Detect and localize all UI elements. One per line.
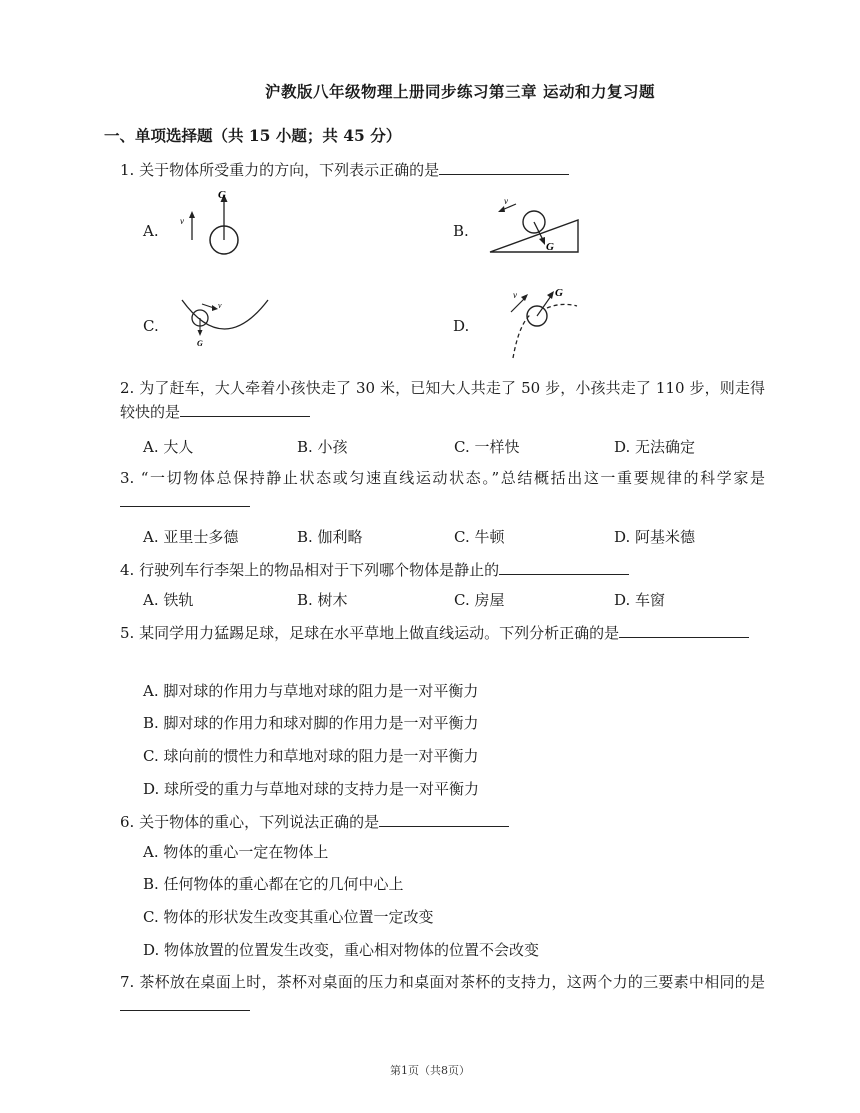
gravity-label: G <box>218 189 226 201</box>
option-b: B. 伽利略 <box>297 528 363 546</box>
option-c: C. 牛顿 <box>454 528 505 546</box>
page-footer: 第1页（共8页） <box>390 1064 470 1077</box>
figure-b-incline-diagram <box>488 194 592 260</box>
question-2 <box>120 376 765 424</box>
option-a: A. 脚对球的作用力与草地对球的阻力是一对平衡力 <box>143 682 479 700</box>
figure-d-projectile-diagram <box>505 284 587 362</box>
option-d: D. 阿基米德 <box>614 528 696 546</box>
option-c-label: C. <box>143 317 159 335</box>
question-6 <box>120 810 765 834</box>
gravity-label: G <box>555 287 563 299</box>
gravity-label: G <box>197 339 203 348</box>
question-text: 茶杯放在桌面上时，茶杯对桌面的压力和桌面对茶杯的支持力，这两个力的三要素中相同的是 <box>139 973 765 991</box>
option-a: A. 铁轨 <box>143 591 194 609</box>
answer-blank <box>120 994 250 1011</box>
question-text: 关于物体的重心，下列说法正确的是 <box>139 813 380 831</box>
section-heading: 一、单项选择题（共 15 小题；共 45 分） <box>104 126 402 145</box>
option-b: B. 树木 <box>297 591 348 609</box>
page-title: 沪教版八年级物理上册同步练习第三章 运动和力复习题 <box>265 82 655 101</box>
option-b: B. 任何物体的重心都在它的几何中心上 <box>143 875 404 893</box>
question-number: 1. <box>120 161 135 179</box>
question-4 <box>120 558 765 582</box>
question-number: 3. <box>120 469 135 487</box>
answer-blank <box>180 400 310 417</box>
option-c: C. 一样快 <box>454 438 520 456</box>
answer-blank <box>619 621 749 638</box>
option-a-label: A. <box>143 222 159 240</box>
question-number: 7. <box>120 973 135 991</box>
question-text: 行驶列车行李架上的物品相对于下列哪个物体是静止的 <box>139 561 500 579</box>
question-text: 关于物体所受重力的方向，下列表示正确的是 <box>139 161 440 179</box>
answer-blank <box>120 490 250 507</box>
velocity-label: v <box>513 290 517 300</box>
question-7 <box>120 970 765 1018</box>
question-text: “一切物体总保持静止状态或匀速直线运动状态。”总结概括出这一重要规律的科学家是 <box>140 469 765 487</box>
option-c: C. 房屋 <box>454 591 505 609</box>
option-d: D. 车窗 <box>614 591 666 609</box>
option-d: D. 物体放置的位置发生改变，重心相对物体的位置不会改变 <box>143 941 540 959</box>
option-a: A. 物体的重心一定在物体上 <box>143 843 329 861</box>
option-a: A. 大人 <box>143 438 194 456</box>
figure-c-bowl-diagram <box>178 296 274 352</box>
option-c: C. 球向前的惯性力和草地对球的阻力是一对平衡力 <box>143 747 479 765</box>
option-d: D. 无法确定 <box>614 438 696 456</box>
question-number: 2. <box>120 379 135 397</box>
option-d: D. 球所受的重力与草地对球的支持力是一对平衡力 <box>143 780 480 798</box>
velocity-label: v <box>504 196 508 206</box>
answer-blank <box>439 158 569 175</box>
question-number: 5. <box>120 624 135 642</box>
question-number: 6. <box>120 813 135 831</box>
velocity-label: v <box>180 216 184 226</box>
option-d-label: D. <box>453 317 470 335</box>
question-text: 为了赶车，大人牵着小孩快走了 30 米，已知大人共走了 50 步，小孩共走了 110 步，则走得较快的是 <box>120 379 765 421</box>
option-a: A. 亚里士多德 <box>143 528 239 546</box>
option-c: C. 物体的形状发生改变其重心位置一定改变 <box>143 908 434 926</box>
question-3 <box>120 466 765 514</box>
question-number: 4. <box>120 561 135 579</box>
question-1 <box>120 158 765 182</box>
answer-blank <box>499 558 629 575</box>
question-5 <box>120 621 765 645</box>
velocity-label: v <box>218 301 222 310</box>
figure-a-ball-diagram <box>176 186 276 266</box>
option-b-label: B. <box>453 222 469 240</box>
gravity-label: G <box>546 241 554 253</box>
option-b: B. 脚对球的作用力和球对脚的作用力是一对平衡力 <box>143 714 479 732</box>
question-text: 某同学用力猛踢足球，足球在水平草地上做直线运动。下列分析正确的是 <box>139 624 620 642</box>
option-b: B. 小孩 <box>297 438 348 456</box>
answer-blank <box>379 810 509 827</box>
